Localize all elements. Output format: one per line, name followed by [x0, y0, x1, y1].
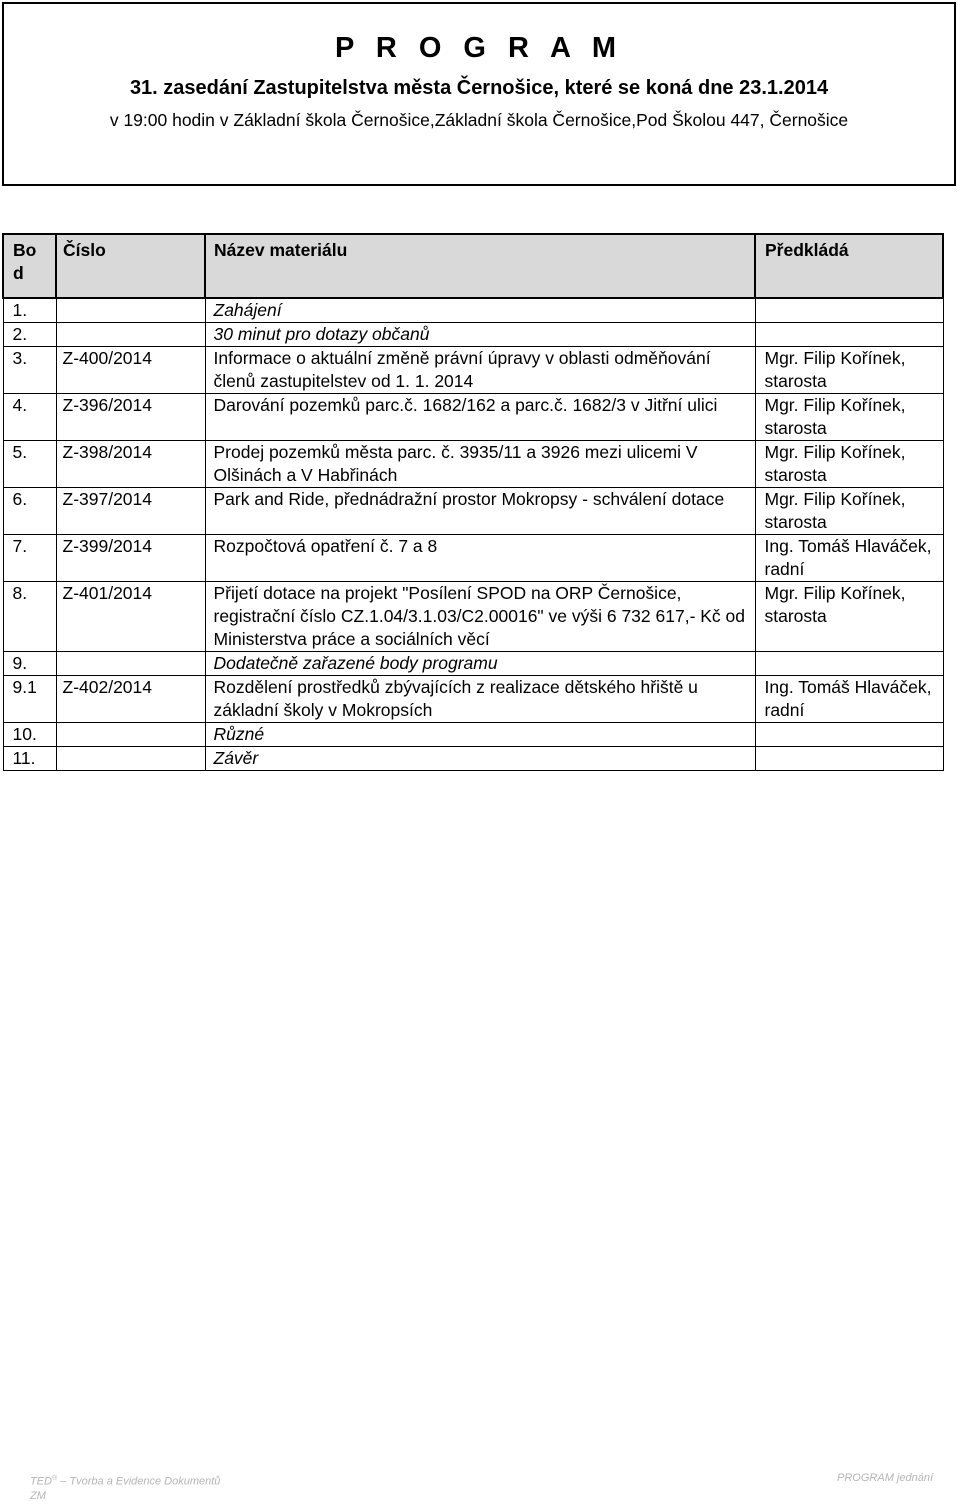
cell-predklada	[755, 298, 943, 323]
table-row	[3, 582, 943, 652]
footer-left	[30, 1472, 220, 1503]
table-row	[3, 488, 943, 535]
table-row	[3, 323, 943, 347]
cell-nazev: Přijetí dotace na projekt "Posílení SPOD na ORP Černošice, registrační číslo CZ.1.04/3.1.03/C2.00016" ve výši 6 732 617,- Kč od Ministerstva práce a sociálních věcí	[205, 582, 755, 652]
cell-bod: 5.	[3, 441, 56, 488]
cell-cislo: Z-402/2014	[56, 676, 205, 723]
header-nazev: Název materiálu	[205, 234, 755, 298]
document-title: P R O G R A M	[334, 32, 624, 64]
cell-bod: 7.	[3, 535, 56, 582]
table-row	[3, 441, 943, 488]
footer-right: PROGRAM jednání	[837, 1472, 933, 1484]
cell-predklada: Ing. Tomáš Hlaváček, radní	[755, 676, 943, 723]
footer-zm: ZM	[30, 1489, 46, 1502]
table-row	[3, 652, 943, 676]
cell-predklada: Mgr. Filip Kořínek, starosta	[755, 488, 943, 535]
cell-predklada	[755, 323, 943, 347]
cell-predklada: Ing. Tomáš Hlaváček, radní	[755, 535, 943, 582]
cell-nazev: Různé	[205, 723, 755, 747]
cell-cislo	[56, 747, 205, 771]
cell-nazev: Rozdělení prostředků zbývajících z realizace dětského hřiště u základní školy v Mokropsích	[205, 676, 755, 723]
cell-predklada: Mgr. Filip Kořínek, starosta	[755, 347, 943, 394]
table-row	[3, 535, 943, 582]
table-row	[3, 394, 943, 441]
header-cislo: Číslo	[56, 234, 205, 298]
cell-bod: 10.	[3, 723, 56, 747]
cell-cislo	[56, 652, 205, 676]
cell-bod: 11.	[3, 747, 56, 771]
cell-bod: 8.	[3, 582, 56, 652]
cell-cislo: Z-400/2014	[56, 347, 205, 394]
cell-predklada: Mgr. Filip Kořínek, starosta	[755, 394, 943, 441]
cell-cislo	[56, 723, 205, 747]
table-header-row	[3, 234, 943, 298]
cell-nazev: Darování pozemků parc.č. 1682/162 a parc.č. 1682/3 v Jitřní ulici	[205, 394, 755, 441]
cell-cislo: Z-399/2014	[56, 535, 205, 582]
cell-predklada: Mgr. Filip Kořínek, starosta	[755, 582, 943, 652]
cell-bod: 2.	[3, 323, 56, 347]
cell-nazev: 30 minut pro dotazy občanů	[205, 323, 755, 347]
footer-registered-mark: ®	[52, 1475, 58, 1482]
cell-predklada	[755, 723, 943, 747]
meeting-subtitle: 31. zasedání Zastupitelstva města Černošice, které se koná dne 23.1.2014	[129, 77, 829, 99]
cell-cislo: Z-397/2014	[56, 488, 205, 535]
cell-bod: 1.	[3, 298, 56, 323]
table-row	[3, 347, 943, 394]
cell-bod: 6.	[3, 488, 56, 535]
cell-nazev: Prodej pozemků města parc. č. 3935/11 a 3926 mezi ulicemi V Olšinách a V Habřinách	[205, 441, 755, 488]
footer-brand-text: – Tvorba a Evidence Dokumentů	[57, 1475, 221, 1488]
table-row	[3, 723, 943, 747]
agenda-table	[2, 233, 944, 771]
cell-bod: 9.1	[3, 676, 56, 723]
program-header	[2, 2, 956, 186]
header-predklada: Předkládá	[755, 234, 943, 298]
cell-cislo	[56, 298, 205, 323]
cell-nazev: Park and Ride, přednádražní prostor Mokropsy - schválení dotace	[205, 488, 755, 535]
table-row	[3, 676, 943, 723]
table-row	[3, 747, 943, 771]
table-row	[3, 298, 943, 323]
cell-nazev: Závěr	[205, 747, 755, 771]
cell-predklada	[755, 652, 943, 676]
cell-cislo	[56, 323, 205, 347]
cell-predklada	[755, 747, 943, 771]
cell-nazev: Zahájení	[205, 298, 755, 323]
cell-predklada: Mgr. Filip Kořínek, starosta	[755, 441, 943, 488]
meeting-venue: v 19:00 hodin v Základní škola Černošice,Základní škola Černošice,Pod Školou 447, Černošice	[109, 110, 849, 130]
cell-nazev: Informace o aktuální změně právní úpravy v oblasti odměňování členů zastupitelstev od 1. 1. 2014	[205, 347, 755, 394]
cell-bod: 9.	[3, 652, 56, 676]
cell-bod: 4.	[3, 394, 56, 441]
cell-cislo: Z-396/2014	[56, 394, 205, 441]
cell-cislo: Z-401/2014	[56, 582, 205, 652]
cell-nazev: Rozpočtová opatření č. 7 a 8	[205, 535, 755, 582]
cell-cislo: Z-398/2014	[56, 441, 205, 488]
footer-brand: TED	[30, 1475, 52, 1488]
header-bod: Bo d	[3, 234, 56, 298]
cell-nazev: Dodatečně zařazené body programu	[205, 652, 755, 676]
cell-bod: 3.	[3, 347, 56, 394]
